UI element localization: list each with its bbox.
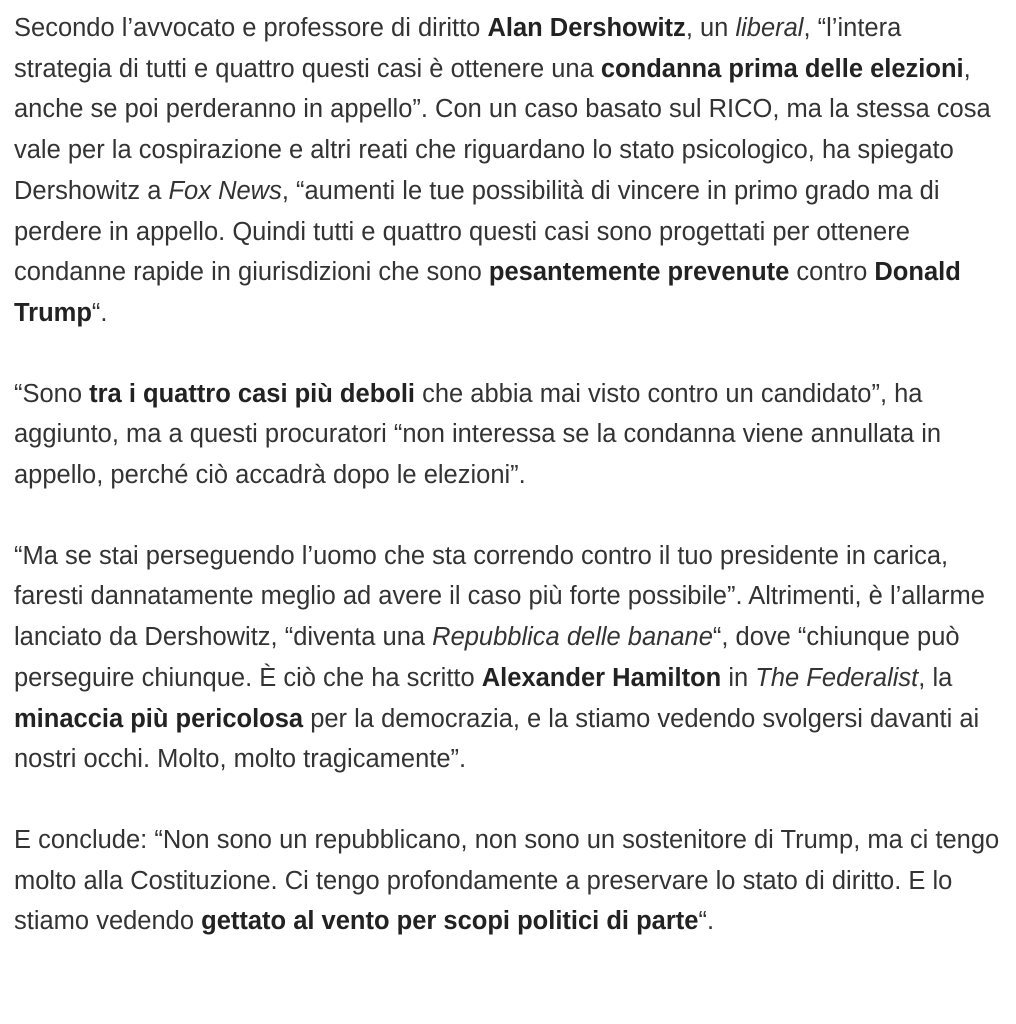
paragraph-text: per la democrazia, e la stiamo vedendo svolgersi davanti ai nostri occhi. Molto, molto tragicamente”. (14, 704, 980, 774)
article-paragraph-3 (14, 536, 1002, 780)
emphasis-name: Alan Dershowitz (487, 14, 686, 42)
emphasis-name: Alexander Hamilton (481, 663, 722, 692)
emphasis-text: condanna prima delle elezioni (600, 54, 964, 83)
paragraph-text: “Ma se stai perseguendo l’uomo che sta correndo contro il tuo presidente in carica, faresti dannatamente meglio ad avere il caso più forte possibile”. Altrimenti, è l’allarme lanciato da Dershowitz, “diventa una (14, 541, 985, 652)
paragraph-text: che abbia mai visto contro un candidato”, ha aggiunto, ma a questi procuratori “non interessa se la condanna viene annullata in appello, perché ciò accadrà dopo le elezioni”. (14, 379, 942, 490)
emphasis-text: tra i quattro casi più deboli (89, 379, 416, 408)
emphasis-text: minaccia più pericolosa (14, 704, 304, 733)
paragraph-text: “Sono (14, 379, 90, 408)
paragraph-text: Secondo l’avvocato e professore di diritto (14, 14, 488, 42)
italic-source: The Federalist (755, 663, 919, 692)
emphasis-text: pesantemente prevenute (488, 258, 790, 287)
paragraph-text: , anche se poi perderanno in appello”. Con un caso basato sul RICO, ma la stessa cosa vale per la cospirazione e altri reati che riguardano lo stato psicologico, ha spiegato Dershowitz a (14, 54, 991, 205)
paragraph-text: , “l’intera strategia di tutti e quattro questi casi è ottenere una (14, 14, 902, 83)
article-paragraph-4 (14, 820, 1002, 942)
article-paragraph-2 (14, 374, 1002, 496)
italic-source: Fox News (168, 176, 282, 205)
paragraph-text: , la (918, 663, 953, 692)
paragraph-text: in (721, 663, 756, 692)
paragraph-text: “. (91, 298, 108, 327)
paragraph-text: E conclude: “Non sono un repubblicano, non sono un sostenitore di Trump, ma ci tengo molto alla Costituzione. Ci tengo profondamente a preservare lo stato di diritto. E lo stiamo vedendo (14, 825, 1000, 936)
paragraph-text: contro (789, 258, 875, 287)
paragraph-text: , “aumenti le tue possibilità di vincere in primo grado ma di perdere in appello. Quindi tutti e quattro questi casi sono progettati per ottenere condanne rapide in giurisdizioni che sono (14, 176, 940, 287)
emphasis-name: Donald Trump (14, 258, 961, 327)
paragraph-text: “, dove “chiunque può perseguire chiunque. È ciò che ha scritto (14, 623, 960, 692)
article-paragraph-1 (14, 8, 1002, 334)
paragraph-text: “. (698, 907, 715, 936)
paragraph-text: , un (685, 14, 736, 42)
emphasis-text: gettato al vento per scopi politici di parte (201, 907, 699, 936)
italic-term: liberal (735, 14, 804, 42)
italic-term: Repubblica delle banane (432, 623, 713, 652)
